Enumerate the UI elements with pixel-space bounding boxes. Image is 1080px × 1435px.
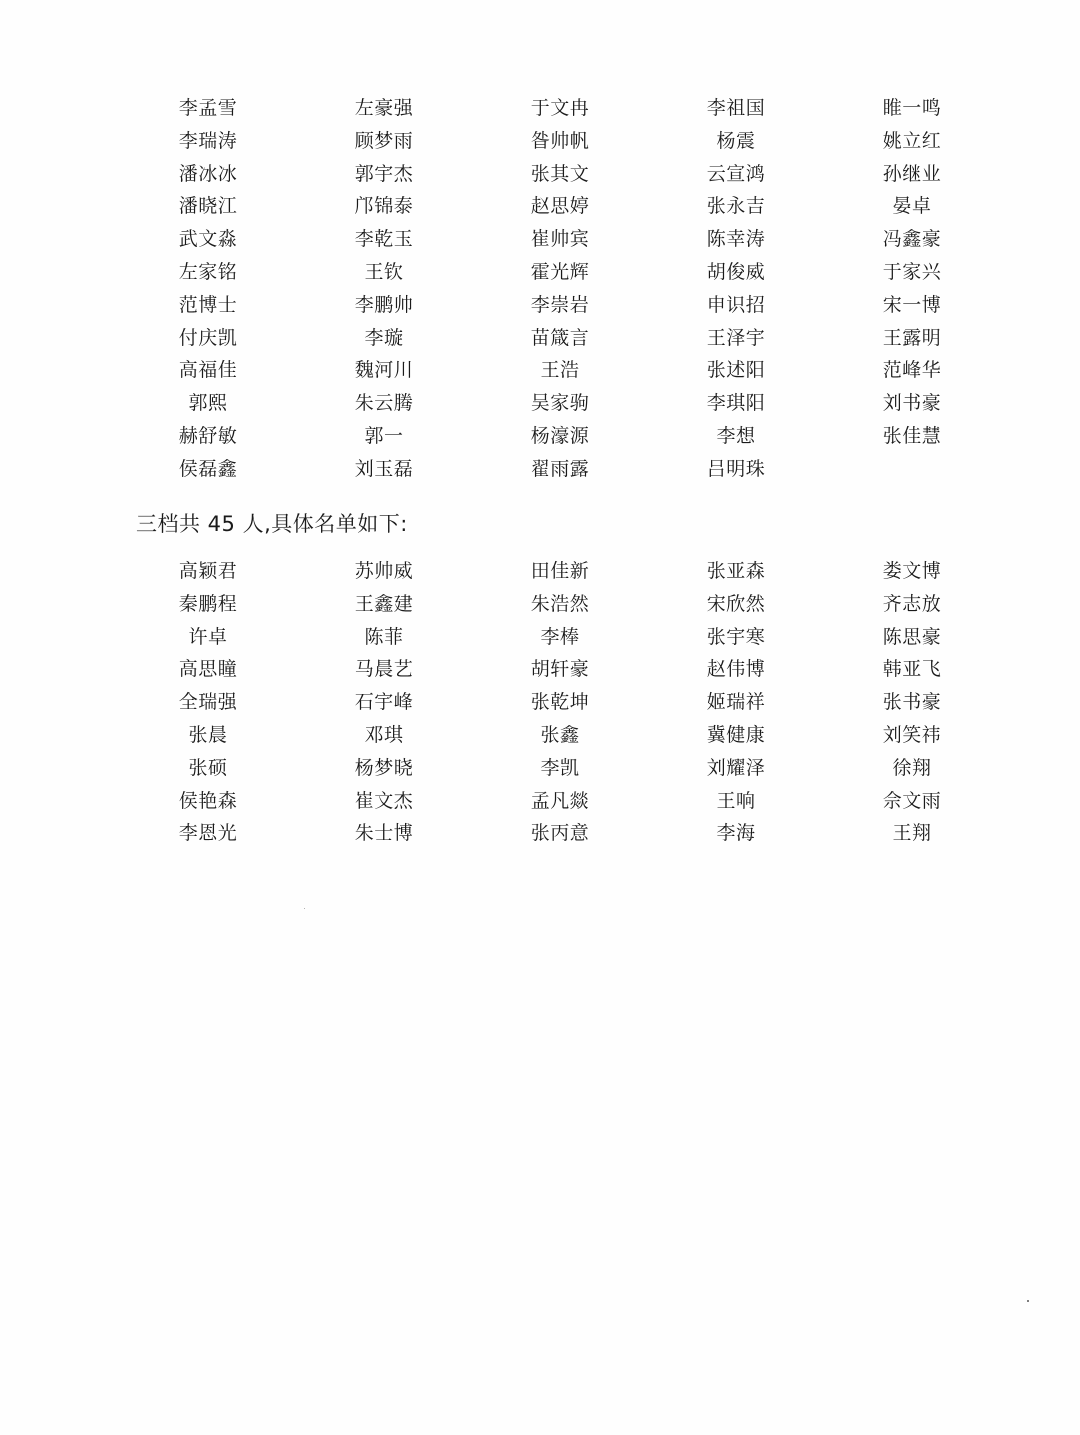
name-cell: 高福佳	[178, 359, 238, 382]
name-cell: 齐志放	[882, 592, 942, 615]
name-cell: 陈菲	[364, 625, 404, 648]
name-cell: 赵思婷	[530, 195, 590, 218]
name-cell: 李凯	[540, 756, 580, 779]
name-cell: 吕明珠	[706, 457, 766, 480]
name-cell: 付庆凯	[178, 326, 238, 349]
name-cell: 左家铭	[178, 260, 238, 283]
name-list-third-tier	[120, 555, 1000, 850]
name-cell: 石宇峰	[354, 691, 414, 714]
name-cell: 于文冉	[530, 97, 590, 119]
name-cell: 张鑫	[540, 723, 580, 746]
section-heading-third-tier: 三档共 45 人,具体名单如下:	[136, 512, 408, 536]
name-cell: 李海	[716, 822, 756, 845]
name-cell: 冯鑫豪	[882, 228, 942, 251]
name-cell: 翟雨露	[530, 457, 590, 480]
name-cell: 王钦	[364, 260, 404, 283]
name-cell: 霍光辉	[530, 260, 590, 283]
scan-speck	[1027, 1300, 1029, 1302]
name-cell: 潘晓江	[178, 195, 238, 218]
name-cell: 范峰华	[882, 359, 942, 382]
name-cell: 孟凡燚	[530, 789, 590, 812]
name-cell: 张乾坤	[530, 691, 590, 714]
name-cell: 张书豪	[882, 691, 942, 714]
name-cell: 苗箴言	[530, 326, 590, 349]
name-cell: 睢一鸣	[882, 97, 942, 119]
name-cell: 宋一博	[882, 293, 942, 316]
scan-speck	[304, 908, 305, 909]
name-cell: 高颖君	[178, 560, 238, 582]
name-cell: 刘笑祎	[882, 723, 942, 746]
name-cell: 王泽宇	[706, 326, 766, 349]
name-cell: 李璇	[364, 326, 404, 349]
name-cell: 刘书豪	[882, 392, 942, 415]
name-cell: 于家兴	[882, 260, 942, 283]
name-cell: 陈幸涛	[706, 228, 766, 251]
name-cell: 郭熙	[188, 392, 228, 415]
name-cell: 胡俊威	[706, 260, 766, 283]
name-cell: 姚立红	[882, 129, 942, 152]
name-cell: 高思瞳	[178, 658, 238, 681]
name-cell: 刘耀泽	[706, 756, 766, 779]
name-cell: 朱浩然	[530, 592, 590, 615]
name-cell: 赵伟博	[706, 658, 766, 681]
name-cell: 徐翔	[892, 756, 932, 779]
name-cell: 顾梦雨	[354, 129, 414, 152]
name-cell: 崔文杰	[354, 789, 414, 812]
name-cell: 刘玉磊	[354, 457, 414, 480]
name-cell: 孙继业	[882, 162, 942, 185]
name-cell: 赫舒敏	[178, 424, 238, 447]
name-cell: 秦鹏程	[178, 592, 238, 615]
name-cell: 张佳慧	[882, 424, 942, 447]
name-cell: 张丙意	[530, 822, 590, 845]
name-cell: 姬瑞祥	[706, 691, 766, 714]
name-cell: 陈思豪	[882, 625, 942, 648]
name-cell: 李恩光	[178, 822, 238, 845]
name-cell: 马晨艺	[354, 658, 414, 681]
name-cell: 胡轩豪	[530, 658, 590, 681]
name-cell: 左豪强	[354, 97, 414, 119]
name-cell: 昝帅帆	[530, 129, 590, 152]
name-list-top	[120, 92, 1000, 486]
name-cell: 魏河川	[354, 359, 414, 382]
name-cell: 晏卓	[892, 195, 932, 218]
name-cell: 申识招	[706, 293, 766, 316]
name-cell: 朱士博	[354, 822, 414, 845]
name-cell: 邝锦泰	[354, 195, 414, 218]
name-cell: 王翔	[892, 822, 932, 845]
name-cell: 全瑞强	[178, 691, 238, 714]
name-cell: 邓琪	[364, 723, 404, 746]
name-cell: 冀健康	[706, 723, 766, 746]
name-cell: 侯磊鑫	[178, 457, 238, 480]
name-cell: 王鑫建	[354, 592, 414, 615]
name-cell: 张晨	[188, 723, 228, 746]
name-cell: 张硕	[188, 756, 228, 779]
name-cell: 张述阳	[706, 359, 766, 382]
name-cell: 王露明	[882, 326, 942, 349]
name-cell: 王浩	[540, 359, 580, 382]
name-cell: 张永吉	[706, 195, 766, 218]
name-cell: 李琪阳	[706, 392, 766, 415]
name-cell: 郭一	[364, 424, 404, 447]
name-cell: 李棒	[540, 625, 580, 648]
name-cell: 张其文	[530, 162, 590, 185]
name-cell: 李瑞涛	[178, 129, 238, 152]
name-cell: 李崇岩	[530, 293, 590, 316]
name-cell: 王响	[716, 789, 756, 812]
name-cell: 杨震	[716, 129, 756, 152]
name-cell: 侯艳森	[178, 789, 238, 812]
name-cell: 许卓	[188, 625, 228, 648]
name-cell: 李乾玉	[354, 228, 414, 251]
name-cell: 李孟雪	[178, 97, 238, 119]
name-cell: 潘冰冰	[178, 162, 238, 185]
name-cell: 范博士	[178, 293, 238, 316]
name-cell: 田佳新	[530, 560, 590, 582]
name-cell: 张亚森	[706, 560, 766, 582]
name-cell: 朱云腾	[354, 392, 414, 415]
name-cell: 郭宇杰	[354, 162, 414, 185]
name-cell: 张宇寒	[706, 625, 766, 648]
name-cell: 崔帅宾	[530, 228, 590, 251]
name-cell: 杨濠源	[530, 424, 590, 447]
name-cell: 李想	[716, 424, 756, 447]
name-cell: 李祖国	[706, 97, 766, 119]
name-cell: 武文淼	[178, 228, 238, 251]
name-cell: 云宣鸿	[706, 162, 766, 185]
name-cell: 杨梦晓	[354, 756, 414, 779]
name-cell: 韩亚飞	[882, 658, 942, 681]
name-cell: 佘文雨	[882, 789, 942, 812]
name-cell: 苏帅威	[354, 560, 414, 582]
name-cell: 娄文博	[882, 560, 942, 582]
name-cell: 李鹏帅	[354, 293, 414, 316]
name-cell: 吴家驹	[530, 392, 590, 415]
name-cell: 宋欣然	[706, 592, 766, 615]
